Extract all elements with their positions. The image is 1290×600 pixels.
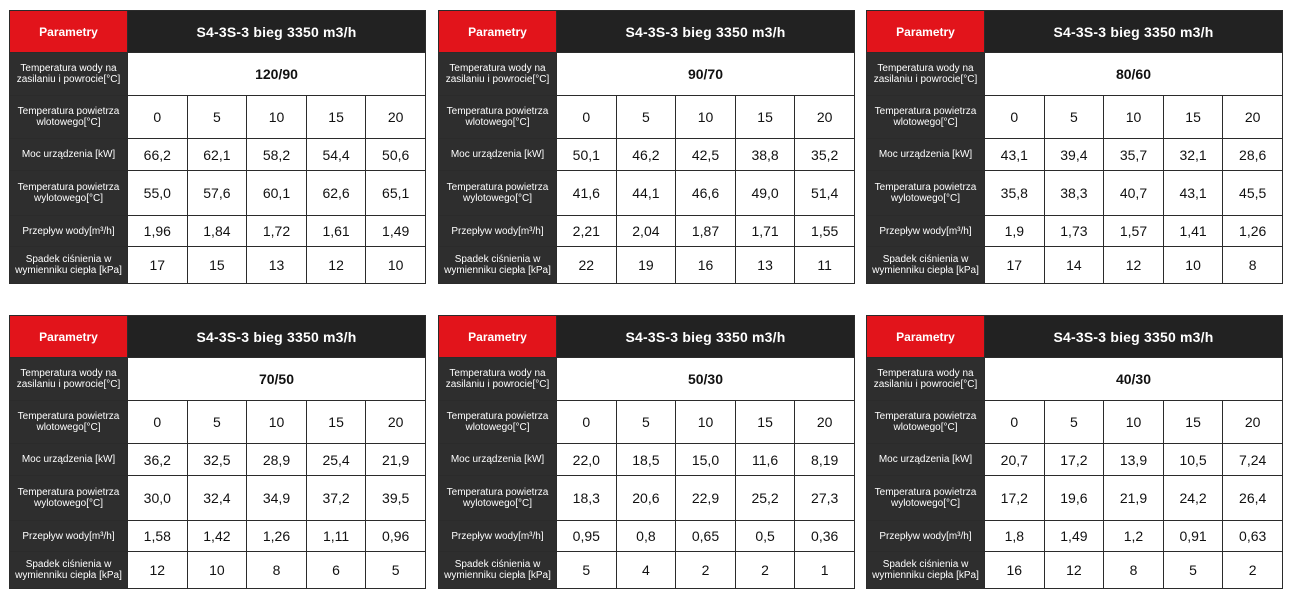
water-flow-cell: 1,55 [795,216,855,247]
air-inlet-temp-cell: 20 [1223,96,1283,139]
power-output-cell: 35,2 [795,139,855,171]
pressure-drop-label: Spadek ciśnienia w wymienniku ciepła [kPa] [867,247,985,284]
air-inlet-temp-cell: 15 [306,401,366,444]
pressure-drop-cell: 10 [1163,247,1223,284]
pressure-drop-cell: 12 [1044,552,1104,589]
pressure-drop-label: Spadek ciśnienia w wymienniku ciepła [kPa] [439,247,557,284]
water-temp-label: Temperatura wody na zasilaniu i powrocie[°C] [867,53,985,96]
pressure-drop-cell: 5 [557,552,617,589]
water-flow-cell: 0,36 [795,521,855,552]
parametry-label: Parametry [867,316,985,358]
power-output-cell: 11,6 [735,444,795,476]
air-inlet-temp-cell: 5 [616,401,676,444]
air-inlet-temp-cell: 10 [1104,96,1164,139]
power-output-cell: 38,8 [735,139,795,171]
performance-table [866,10,1283,284]
power-output-cell: 43,1 [985,139,1045,171]
air-inlet-temp-label: Temperatura powietrza wlotowego[°C] [439,401,557,444]
air-outlet-temp-cell: 20,6 [616,476,676,521]
water-temp-value: 90/70 [557,53,855,96]
air-outlet-temp-cell: 18,3 [557,476,617,521]
air-outlet-temp-cell: 30,0 [128,476,188,521]
pressure-drop-cell: 6 [306,552,366,589]
pressure-drop-cell: 5 [1163,552,1223,589]
pressure-drop-cell: 12 [306,247,366,284]
air-inlet-temp-cell: 10 [247,401,307,444]
power-output-cell: 17,2 [1044,444,1104,476]
air-outlet-temp-cell: 22,9 [676,476,736,521]
water-temp-value: 50/30 [557,358,855,401]
power-output-cell: 15,0 [676,444,736,476]
water-flow-cell: 1,26 [247,521,307,552]
pressure-drop-label: Spadek ciśnienia w wymienniku ciepła [kPa] [867,552,985,589]
air-outlet-temp-cell: 44,1 [616,171,676,216]
air-outlet-temp-cell: 19,6 [1044,476,1104,521]
pressure-drop-cell: 16 [985,552,1045,589]
air-inlet-temp-cell: 10 [676,96,736,139]
power-output-cell: 32,5 [187,444,247,476]
air-inlet-temp-cell: 0 [128,96,188,139]
power-output-cell: 54,4 [306,139,366,171]
power-output-cell: 21,9 [366,444,426,476]
power-output-cell: 35,7 [1104,139,1164,171]
air-inlet-temp-cell: 10 [676,401,736,444]
air-outlet-temp-cell: 21,9 [1104,476,1164,521]
air-inlet-temp-cell: 20 [1223,401,1283,444]
air-outlet-temp-cell: 62,6 [306,171,366,216]
power-output-cell: 13,9 [1104,444,1164,476]
performance-table [9,315,426,589]
water-flow-label: Przepływ wody[m³/h] [10,216,128,247]
parametry-label: Parametry [439,316,557,358]
water-flow-cell: 2,04 [616,216,676,247]
water-temp-value: 40/30 [985,358,1283,401]
water-flow-cell: 1,57 [1104,216,1164,247]
water-flow-cell: 1,72 [247,216,307,247]
air-outlet-temp-cell: 49,0 [735,171,795,216]
air-outlet-temp-label: Temperatura powietrza wylotowego[°C] [439,476,557,521]
air-inlet-temp-cell: 5 [616,96,676,139]
water-temp-label: Temperatura wody na zasilaniu i powrocie[°C] [439,53,557,96]
air-inlet-temp-label: Temperatura powietrza wlotowego[°C] [867,401,985,444]
water-flow-cell: 0,5 [735,521,795,552]
pressure-drop-cell: 22 [557,247,617,284]
air-inlet-temp-label: Temperatura powietrza wlotowego[°C] [10,96,128,139]
power-output-cell: 66,2 [128,139,188,171]
air-outlet-temp-cell: 46,6 [676,171,736,216]
pressure-drop-label: Spadek ciśnienia w wymienniku ciepła [kPa] [10,247,128,284]
air-inlet-temp-label: Temperatura powietrza wlotowego[°C] [439,96,557,139]
power-output-cell: 32,1 [1163,139,1223,171]
air-outlet-temp-cell: 40,7 [1104,171,1164,216]
air-inlet-temp-cell: 5 [1044,96,1104,139]
water-flow-cell: 1,11 [306,521,366,552]
water-temp-label: Temperatura wody na zasilaniu i powrocie[°C] [10,358,128,401]
water-flow-cell: 1,26 [1223,216,1283,247]
air-outlet-temp-cell: 51,4 [795,171,855,216]
water-flow-cell: 1,41 [1163,216,1223,247]
water-flow-cell: 1,84 [187,216,247,247]
air-outlet-temp-cell: 38,3 [1044,171,1104,216]
power-output-cell: 50,1 [557,139,617,171]
air-inlet-temp-cell: 15 [1163,96,1223,139]
air-outlet-temp-label: Temperatura powietrza wylotowego[°C] [10,476,128,521]
air-inlet-temp-cell: 15 [1163,401,1223,444]
water-flow-cell: 0,95 [557,521,617,552]
pressure-drop-cell: 8 [247,552,307,589]
air-inlet-temp-label: Temperatura powietrza wlotowego[°C] [10,401,128,444]
power-output-cell: 18,5 [616,444,676,476]
pressure-drop-cell: 17 [128,247,188,284]
power-output-cell: 8,19 [795,444,855,476]
water-temp-label: Temperatura wody na zasilaniu i powrocie[°C] [867,358,985,401]
power-output-label: Moc urządzenia [kW] [867,444,985,476]
pressure-drop-cell: 13 [735,247,795,284]
power-output-cell: 22,0 [557,444,617,476]
pressure-drop-cell: 15 [187,247,247,284]
air-outlet-temp-cell: 41,6 [557,171,617,216]
water-flow-cell: 1,73 [1044,216,1104,247]
air-outlet-temp-label: Temperatura powietrza wylotowego[°C] [439,171,557,216]
parametry-label: Parametry [10,316,128,358]
power-output-cell: 50,6 [366,139,426,171]
air-outlet-temp-cell: 24,2 [1163,476,1223,521]
power-output-cell: 46,2 [616,139,676,171]
air-inlet-temp-cell: 10 [247,96,307,139]
water-flow-cell: 1,42 [187,521,247,552]
power-output-cell: 10,5 [1163,444,1223,476]
air-outlet-temp-cell: 55,0 [128,171,188,216]
water-temp-value: 70/50 [128,358,426,401]
water-flow-cell: 0,96 [366,521,426,552]
power-output-cell: 25,4 [306,444,366,476]
power-output-cell: 62,1 [187,139,247,171]
power-output-label: Moc urządzenia [kW] [10,444,128,476]
model-header: S4-3S-3 bieg 3350 m3/h [128,11,426,53]
power-output-cell: 28,9 [247,444,307,476]
air-inlet-temp-cell: 20 [795,96,855,139]
pressure-drop-cell: 19 [616,247,676,284]
pressure-drop-cell: 13 [247,247,307,284]
air-outlet-temp-label: Temperatura powietrza wylotowego[°C] [867,171,985,216]
air-outlet-temp-cell: 45,5 [1223,171,1283,216]
power-output-label: Moc urządzenia [kW] [867,139,985,171]
parametry-label: Parametry [867,11,985,53]
power-output-cell: 58,2 [247,139,307,171]
performance-table [438,10,855,284]
air-outlet-temp-label: Temperatura powietrza wylotowego[°C] [867,476,985,521]
model-header: S4-3S-3 bieg 3350 m3/h [557,316,855,358]
power-output-cell: 42,5 [676,139,736,171]
water-temp-value: 80/60 [985,53,1283,96]
air-inlet-temp-cell: 0 [557,96,617,139]
power-output-cell: 20,7 [985,444,1045,476]
water-flow-cell: 1,8 [985,521,1045,552]
pressure-drop-cell: 2 [676,552,736,589]
air-inlet-temp-label: Temperatura powietrza wlotowego[°C] [867,96,985,139]
air-outlet-temp-cell: 26,4 [1223,476,1283,521]
water-flow-cell: 1,9 [985,216,1045,247]
water-flow-label: Przepływ wody[m³/h] [867,216,985,247]
water-temp-label: Temperatura wody na zasilaniu i powrocie[°C] [10,53,128,96]
water-flow-label: Przepływ wody[m³/h] [867,521,985,552]
air-outlet-temp-cell: 65,1 [366,171,426,216]
air-inlet-temp-cell: 5 [1044,401,1104,444]
air-outlet-temp-cell: 25,2 [735,476,795,521]
water-flow-cell: 0,8 [616,521,676,552]
pressure-drop-cell: 8 [1223,247,1283,284]
power-output-label: Moc urządzenia [kW] [10,139,128,171]
water-flow-label: Przepływ wody[m³/h] [439,216,557,247]
water-flow-cell: 1,61 [306,216,366,247]
parametry-label: Parametry [439,11,557,53]
water-flow-label: Przepływ wody[m³/h] [10,521,128,552]
air-inlet-temp-cell: 0 [128,401,188,444]
air-outlet-temp-cell: 27,3 [795,476,855,521]
air-outlet-temp-cell: 60,1 [247,171,307,216]
pressure-drop-cell: 4 [616,552,676,589]
pressure-drop-cell: 8 [1104,552,1164,589]
power-output-cell: 7,24 [1223,444,1283,476]
power-output-label: Moc urządzenia [kW] [439,444,557,476]
water-flow-cell: 1,71 [735,216,795,247]
pressure-drop-cell: 16 [676,247,736,284]
pressure-drop-cell: 10 [187,552,247,589]
pressure-drop-cell: 11 [795,247,855,284]
air-inlet-temp-cell: 0 [557,401,617,444]
air-outlet-temp-cell: 35,8 [985,171,1045,216]
air-inlet-temp-cell: 15 [735,96,795,139]
power-output-cell: 36,2 [128,444,188,476]
water-flow-cell: 1,49 [1044,521,1104,552]
air-inlet-temp-cell: 15 [306,96,366,139]
water-flow-cell: 1,49 [366,216,426,247]
model-header: S4-3S-3 bieg 3350 m3/h [557,11,855,53]
performance-table [438,315,855,589]
air-outlet-temp-cell: 34,9 [247,476,307,521]
pressure-drop-cell: 5 [366,552,426,589]
air-inlet-temp-cell: 0 [985,401,1045,444]
pressure-drop-label: Spadek ciśnienia w wymienniku ciepła [kPa] [10,552,128,589]
air-inlet-temp-cell: 10 [1104,401,1164,444]
air-inlet-temp-cell: 15 [735,401,795,444]
model-header: S4-3S-3 bieg 3350 m3/h [128,316,426,358]
air-inlet-temp-cell: 5 [187,96,247,139]
air-inlet-temp-cell: 20 [366,96,426,139]
air-outlet-temp-cell: 32,4 [187,476,247,521]
pressure-drop-cell: 17 [985,247,1045,284]
pressure-drop-cell: 12 [128,552,188,589]
model-header: S4-3S-3 bieg 3350 m3/h [985,11,1283,53]
air-outlet-temp-label: Temperatura powietrza wylotowego[°C] [10,171,128,216]
pressure-drop-cell: 1 [795,552,855,589]
water-flow-cell: 1,2 [1104,521,1164,552]
power-output-label: Moc urządzenia [kW] [439,139,557,171]
water-flow-cell: 1,87 [676,216,736,247]
water-flow-cell: 2,21 [557,216,617,247]
water-temp-value: 120/90 [128,53,426,96]
air-outlet-temp-cell: 39,5 [366,476,426,521]
air-inlet-temp-cell: 5 [187,401,247,444]
water-flow-cell: 1,96 [128,216,188,247]
pressure-drop-cell: 12 [1104,247,1164,284]
air-outlet-temp-cell: 17,2 [985,476,1045,521]
pressure-drop-cell: 2 [1223,552,1283,589]
air-inlet-temp-cell: 0 [985,96,1045,139]
power-output-cell: 39,4 [1044,139,1104,171]
air-inlet-temp-cell: 20 [795,401,855,444]
parametry-label: Parametry [10,11,128,53]
water-flow-cell: 0,91 [1163,521,1223,552]
water-flow-cell: 1,58 [128,521,188,552]
air-outlet-temp-cell: 37,2 [306,476,366,521]
pressure-drop-label: Spadek ciśnienia w wymienniku ciepła [kPa] [439,552,557,589]
pressure-drop-cell: 10 [366,247,426,284]
pressure-drop-cell: 14 [1044,247,1104,284]
water-flow-cell: 0,65 [676,521,736,552]
air-outlet-temp-cell: 43,1 [1163,171,1223,216]
performance-table [866,315,1283,589]
power-output-cell: 28,6 [1223,139,1283,171]
performance-table [9,10,426,284]
water-temp-label: Temperatura wody na zasilaniu i powrocie[°C] [439,358,557,401]
water-flow-label: Przepływ wody[m³/h] [439,521,557,552]
water-flow-cell: 0,63 [1223,521,1283,552]
air-outlet-temp-cell: 57,6 [187,171,247,216]
air-inlet-temp-cell: 20 [366,401,426,444]
pressure-drop-cell: 2 [735,552,795,589]
model-header: S4-3S-3 bieg 3350 m3/h [985,316,1283,358]
